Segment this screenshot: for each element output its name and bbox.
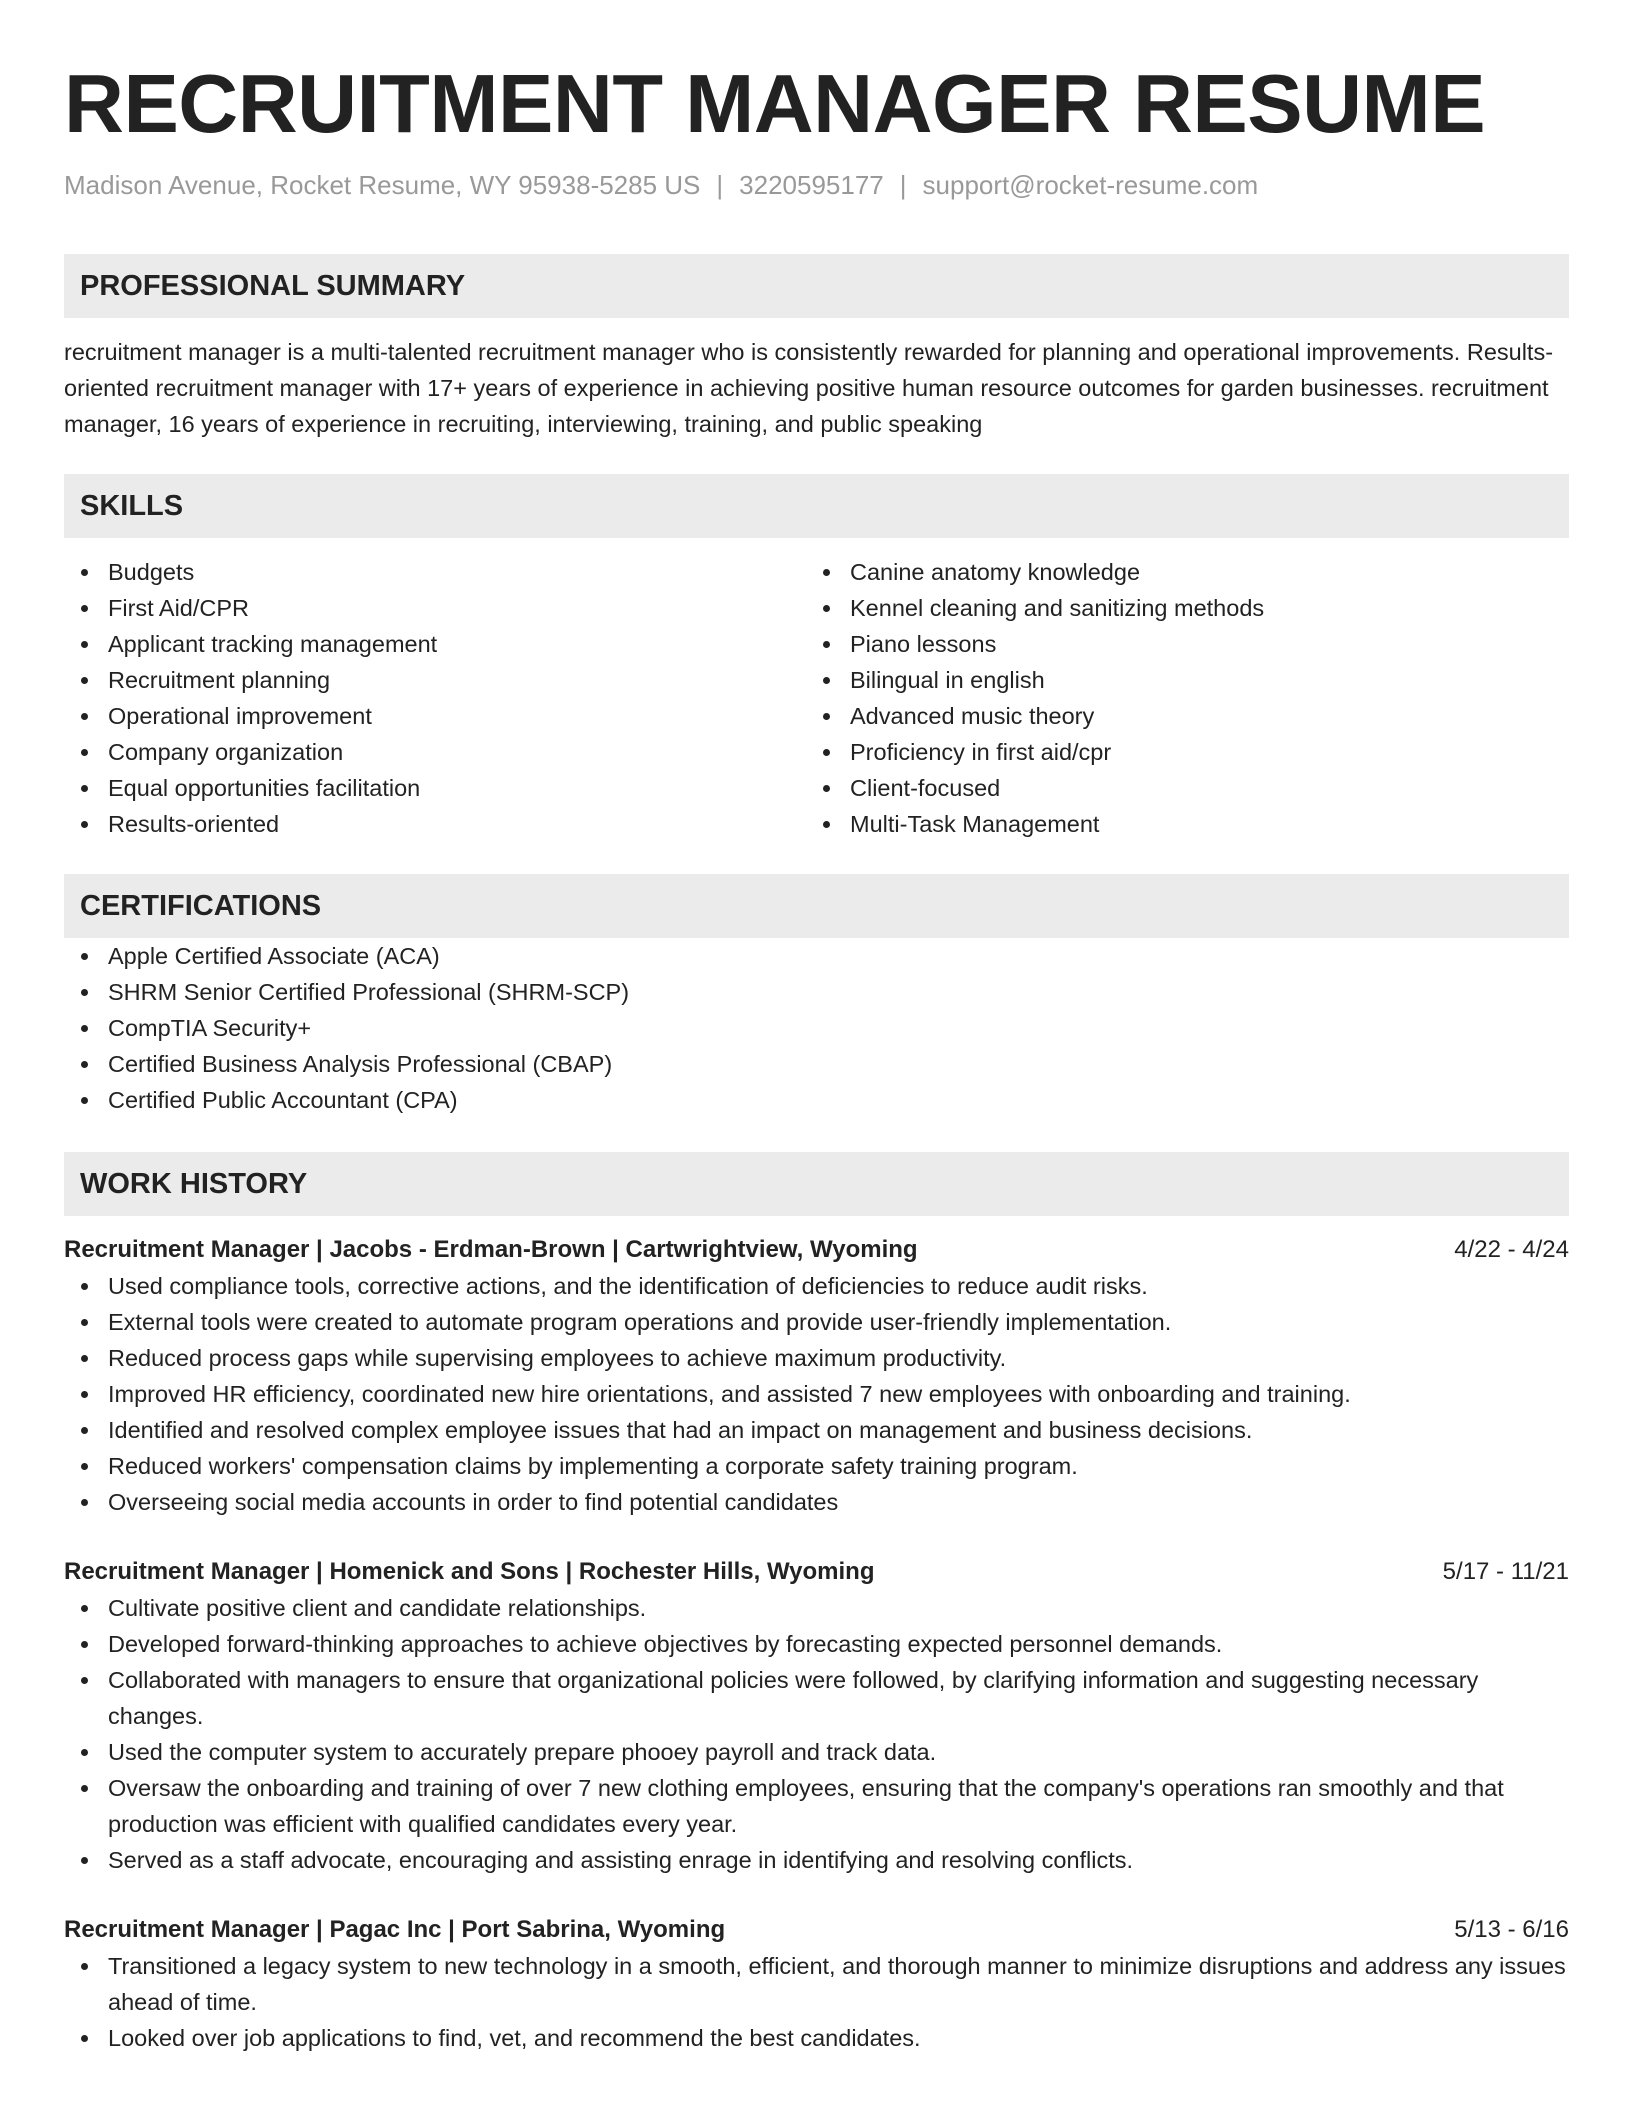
skill-item: Client-focused [806,770,1548,806]
resume-title: RECRUITMENT MANAGER RESUME [64,57,1486,150]
job-bullet: Improved HR efficiency, coordinated new hire orientations, and assisted 7 new employees with onboarding and training. [64,1376,1569,1412]
contact-email[interactable]: support@rocket-resume.com [922,170,1259,200]
job-dates: 4/22 - 4/24 [1454,1236,1569,1263]
certification-item: Certified Business Analysis Professional (CBAP) [64,1046,1569,1082]
skills-column-left [64,554,806,842]
skill-item: Bilingual in english [806,662,1548,698]
skill-item: Equal opportunities facilitation [64,770,806,806]
job-header [64,1232,1569,1268]
contact-line [64,168,1569,202]
professional-summary-heading: PROFESSIONAL SUMMARY [64,254,1569,318]
job-dates: 5/17 - 11/21 [1442,1558,1569,1585]
skills-list-right [806,554,1548,842]
job-header [64,1554,1569,1590]
contact-separator: | [716,170,724,200]
certification-item: SHRM Senior Certified Professional (SHRM-SCP) [64,974,1569,1010]
skills-column-right [806,554,1548,842]
job-bullet: Transitioned a legacy system to new technology in a smooth, efficient, and thorough manner to minimize disruptions and address any issues ahead of time. [64,1948,1569,2020]
skill-item: Applicant tracking management [64,626,806,662]
certifications-list [64,938,1569,1118]
skill-item: Piano lessons [806,626,1548,662]
job-bullet: Reduced process gaps while supervising employees to achieve maximum productivity. [64,1340,1569,1376]
job-bullets [64,1590,1569,1878]
skills-grid [64,554,1569,842]
job-title: Recruitment Manager | Pagac Inc | Port Sabrina, Wyoming [64,1916,726,1943]
job-bullet: Developed forward-thinking approaches to achieve objectives by forecasting expected personnel demands. [64,1626,1569,1662]
job-bullet: External tools were created to automate program operations and provide user-friendly implementation. [64,1304,1569,1340]
job-bullet: Overseeing social media accounts in order to find potential candidates [64,1484,1569,1520]
skill-item: Operational improvement [64,698,806,734]
skills-list-left [64,554,806,842]
professional-summary-text: recruitment manager is a multi-talented recruitment manager who is consistently rewarded for planning and operational improvements. Results-oriented recruitment manager with 17+ years of experience in achieving positive human resource outcomes for garden businesses. recruitment manager, 16 years of experience in recruiting, interviewing, training, and public speaking [64,339,1554,437]
certifications-heading: CERTIFICATIONS [64,874,1569,938]
contact-separator: | [899,170,907,200]
skill-item: Advanced music theory [806,698,1548,734]
job-bullet: Served as a staff advocate, encouraging and assisting enrage in identifying and resolving conflicts. [64,1842,1569,1878]
job-title: Recruitment Manager | Homenick and Sons | Rochester Hills, Wyoming [64,1558,875,1585]
skill-item: Kennel cleaning and sanitizing methods [806,590,1548,626]
skill-item: Company organization [64,734,806,770]
certification-item: Certified Public Accountant (CPA) [64,1082,1569,1118]
job-bullet: Cultivate positive client and candidate relationships. [64,1590,1569,1626]
job-title: Recruitment Manager | Jacobs - Erdman-Brown | Cartwrightview, Wyoming [64,1236,918,1263]
job-dates: 5/13 - 6/16 [1454,1916,1569,1943]
skill-item: Proficiency in first aid/cpr [806,734,1548,770]
job-bullets [64,1268,1569,1520]
contact-address: Madison Avenue, Rocket Resume, WY 95938-5285 US [64,170,701,200]
job-bullet: Looked over job applications to find, vet, and recommend the best candidates. [64,2020,1569,2056]
certification-item: Apple Certified Associate (ACA) [64,938,1569,974]
skill-item: Canine anatomy knowledge [806,554,1548,590]
skill-item: Recruitment planning [64,662,806,698]
skill-item: Results-oriented [64,806,806,842]
job-header [64,1912,1569,1948]
skill-item: Budgets [64,554,806,590]
job-bullet: Collaborated with managers to ensure that organizational policies were followed, by clarifying information and suggesting necessary changes. [64,1662,1569,1734]
job-bullet: Used the computer system to accurately prepare phooey payroll and track data. [64,1734,1569,1770]
contact-phone[interactable]: 3220595177 [739,170,884,200]
skill-item: Multi-Task Management [806,806,1548,842]
job-bullet: Reduced workers' compensation claims by implementing a corporate safety training program. [64,1448,1569,1484]
certification-item: CompTIA Security+ [64,1010,1569,1046]
job-bullet: Used compliance tools, corrective actions, and the identification of deficiencies to reduce audit risks. [64,1268,1569,1304]
work-history-heading: WORK HISTORY [64,1152,1569,1216]
skills-heading: SKILLS [64,474,1569,538]
skill-item: First Aid/CPR [64,590,806,626]
job-bullet: Oversaw the onboarding and training of over 7 new clothing employees, ensuring that the company's operations ran smoothly and that production was efficient with qualified candidates every year. [64,1770,1569,1842]
job-bullets [64,1948,1569,2056]
job-bullet: Identified and resolved complex employee issues that had an impact on management and business decisions. [64,1412,1569,1448]
